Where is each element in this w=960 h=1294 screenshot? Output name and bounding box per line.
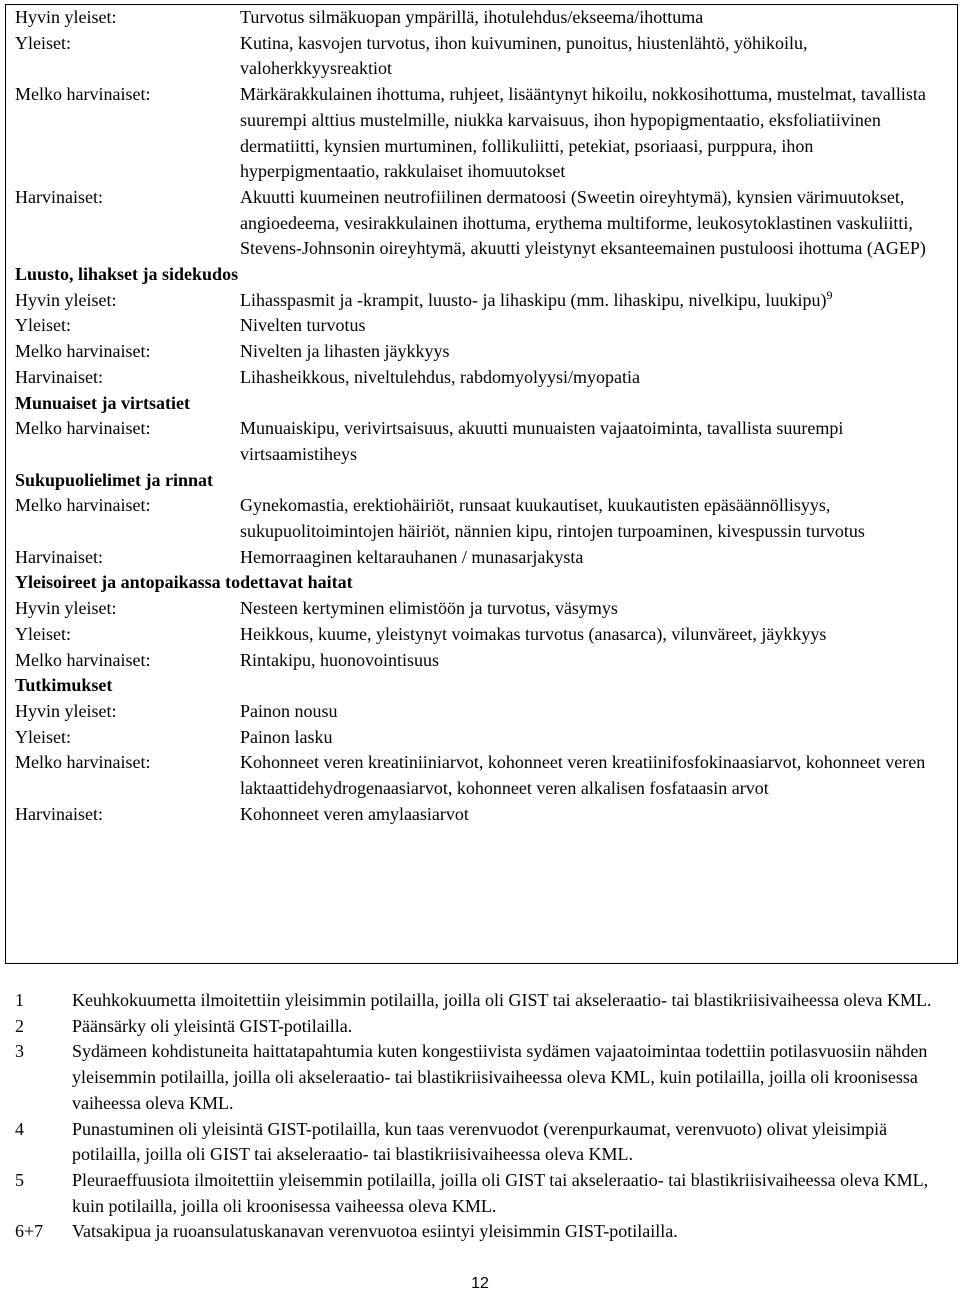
section-heading: Yleisoireet ja antopaikassa todettavat haitat	[15, 572, 353, 593]
footnote-text: Keuhkokuumetta ilmoitettiin yleisimmin potilailla, joilla oli GIST tai akseleraatio- tai blastikriisivaiheessa oleva KML.	[72, 990, 932, 1010]
table-row	[0, 596, 960, 622]
frequency-label: Hyvin yleiset:	[15, 289, 117, 310]
reaction-text-content: Gynekomastia, erektiohäiriöt, runsaat kuukautiset, kuukautisten epäsäännöllisyys, sukupuolitoimintojen häiriöt, nännien kipu, rintojen turpoaminen, kivespussin turvotus	[240, 495, 865, 542]
table-row	[0, 802, 960, 828]
reaction-text-content: Turvotus silmäkuopan ympärillä, ihotulehdus/ekseema/ihottuma	[240, 7, 704, 27]
reaction-text-content: Lihasspasmit ja -krampit, luusto- ja lihaskipu (mm. lihaskipu, nivelkipu, luukipu)	[240, 289, 827, 310]
reaction-text-content: Painon lasku	[240, 726, 333, 747]
table-row	[0, 365, 960, 391]
reaction-text	[240, 699, 952, 725]
table-row	[0, 493, 960, 544]
reaction-text	[240, 725, 952, 751]
frequency-label: Harvinaiset:	[15, 546, 103, 567]
footnote-number: 4	[15, 1118, 24, 1139]
reaction-text	[240, 5, 952, 31]
footnote	[0, 1117, 960, 1168]
reaction-text	[240, 750, 952, 801]
page-number: 12	[471, 1275, 489, 1292]
footnote	[0, 1168, 960, 1219]
frequency-label: Hyvin yleiset:	[15, 598, 117, 619]
footnote	[0, 1014, 960, 1040]
reaction-text	[240, 365, 952, 391]
section-heading: Luusto, lihakset ja sidekudos	[15, 264, 239, 285]
reaction-text	[240, 493, 952, 544]
frequency-label: Melko harvinaiset:	[15, 341, 151, 362]
footnote-number: 5	[15, 1169, 24, 1190]
reaction-text-content: Painon nousu	[240, 700, 338, 721]
reaction-text	[240, 596, 952, 622]
footnote-number: 6+7	[15, 1221, 44, 1242]
footnote-reference: 9	[826, 287, 833, 302]
table-row	[0, 622, 960, 648]
reaction-text	[240, 82, 952, 185]
reaction-text	[240, 622, 952, 648]
reaction-text-content: Märkärakkulainen ihottuma, ruhjeet, lisääntynyt hikoilu, nokkosihottuma, mustelmat, tavallista suurempi alttius mustelmille, niukka karvaisuus, ihon hypopigmentaatio, eksfoliatiivinen dermatiitti, kynsien murtuminen, follikuliitti, petekiat, psoriaasi, purppura, ihon hyperpigmentaatio, rakkulaiset ihomuutokset	[240, 84, 926, 182]
reaction-text	[240, 545, 952, 571]
section-heading: Sukupuolielimet ja rinnat	[15, 469, 214, 490]
frequency-label: Harvinaiset:	[15, 186, 103, 207]
table-row	[0, 185, 960, 262]
footnote-text: Punastuminen oli yleisintä GIST-potilailla, kun taas verenvuodot (verenpurkaumat, verenvuoto) olivat yleisimpiä potilailla, joilla oli GIST tai akseleraatio- tai blastikriisivaiheessa oleva KML.	[72, 1118, 888, 1165]
reaction-text-content: Kohonneet veren amylaasiarvot	[240, 803, 469, 824]
reaction-text	[240, 802, 952, 828]
frequency-label: Harvinaiset:	[15, 366, 103, 387]
frequency-label: Hyvin yleiset:	[15, 700, 117, 721]
frequency-label: Yleiset:	[15, 32, 71, 53]
section-heading: Tutkimukset	[15, 675, 113, 696]
table-row	[0, 5, 960, 31]
table-row	[0, 699, 960, 725]
footnote	[0, 988, 960, 1014]
footnote-text: Pleuraeffuusiota ilmoitettiin yleisemmin potilailla, joilla oli GIST tai akseleraatio- tai blastikriisivaiheessa oleva KML, kuin potilailla, joilla oli kroonisessa vaiheessa oleva KML.	[72, 1169, 929, 1216]
table-row	[0, 545, 960, 571]
frequency-label: Yleiset:	[15, 315, 71, 336]
reaction-text-content: Munuaiskipu, verivirtsaisuus, akuutti munuaisten vajaatoiminta, tavallista suurempi virtsaamistiheys	[240, 418, 844, 464]
table-row	[0, 416, 960, 467]
frequency-label: Melko harvinaiset:	[15, 418, 151, 439]
footnote-number: 1	[15, 990, 24, 1010]
frequency-label: Melko harvinaiset:	[15, 84, 151, 105]
section-heading: Munuaiset ja virtsatiet	[15, 392, 190, 413]
reaction-text-content: Nivelten turvotus	[240, 315, 366, 336]
table-row	[0, 750, 960, 801]
reaction-text-content: Kutina, kasvojen turvotus, ihon kuivuminen, punoitus, hiustenlähtö, yöhikoilu, valoherkkyysreaktiot	[240, 32, 808, 79]
footnote	[0, 1219, 960, 1245]
footnote-text: Sydämeen kohdistuneita haittatapahtumia kuten kongestiivista sydämen vajaatoimintaa todettiin potilasvuosiin nähden yleisemmin potilailla, joilla oli akseleraatio- tai blastikriisivaiheessa oleva KML, kuin potilailla, joilla oli kroonisessa vaiheessa oleva KML.	[72, 1041, 928, 1113]
table-row	[0, 725, 960, 751]
reaction-text-content: Kohonneet veren kreatiniiniarvot, kohonneet veren kreatiinifosfokinaasiarvot, kohonneet veren laktaattidehydrogenaasiarvot, kohonneet veren alkalisen fosfataasin arvot	[240, 752, 926, 799]
table-row	[0, 288, 960, 314]
frequency-label: Yleiset:	[15, 623, 71, 644]
footnote-number: 3	[15, 1041, 24, 1062]
footnotes	[0, 988, 960, 1245]
frequency-label: Hyvin yleiset:	[15, 7, 117, 27]
reaction-text	[240, 648, 952, 674]
reaction-text	[240, 185, 952, 262]
table-row	[0, 313, 960, 339]
reaction-text	[240, 313, 952, 339]
table-content	[0, 5, 960, 828]
reaction-text-content: Nesteen kertyminen elimistöön ja turvotus, väsymys	[240, 598, 618, 619]
reaction-text	[240, 416, 952, 467]
table-row	[0, 648, 960, 674]
footnote-text: Päänsärky oli yleisintä GIST-potilailla.	[72, 1015, 353, 1036]
reaction-text-content: Heikkous, kuume, yleistynyt voimakas turvotus (anasarca), vilunväreet, jäykkyys	[240, 623, 827, 644]
reaction-text-content: Rintakipu, huonovointisuus	[240, 649, 440, 670]
footnote	[0, 1039, 960, 1116]
frequency-label: Yleiset:	[15, 726, 71, 747]
frequency-label: Melko harvinaiset:	[15, 649, 151, 670]
table-row	[0, 31, 960, 82]
reaction-text-content: Nivelten ja lihasten jäykkyys	[240, 341, 450, 362]
frequency-label: Melko harvinaiset:	[15, 495, 151, 516]
frequency-label: Melko harvinaiset:	[15, 752, 151, 773]
reaction-text	[240, 339, 952, 365]
table-row	[0, 82, 960, 185]
footnote-text: Vatsakipua ja ruoansulatuskanavan verenvuotoa esiintyi yleisimmin GIST-potilailla.	[72, 1221, 678, 1242]
frequency-label: Harvinaiset:	[15, 803, 103, 824]
table-row	[0, 339, 960, 365]
reaction-text-content: Akuutti kuumeinen neutrofiilinen dermatoosi (Sweetin oireyhtymä), kynsien värimuutokset, angioedeema, vesirakkulainen ihottuma, erythema multiforme, leukosytoklastinen vaskuliitti, Stevens-Johnsonin oireyhtymä, akuutti yleistynyt eksanteemainen pustuloosi ihottuma (AGEP)	[240, 186, 926, 259]
reaction-text-content: Lihasheikkous, niveltulehdus, rabdomyolyysi/myopatia	[240, 366, 640, 387]
reaction-text	[240, 31, 952, 82]
reaction-text-content: Hemorraaginen keltarauhanen / munasarjakysta	[240, 546, 584, 567]
reaction-text	[240, 288, 952, 314]
footnote-number: 2	[15, 1015, 24, 1036]
